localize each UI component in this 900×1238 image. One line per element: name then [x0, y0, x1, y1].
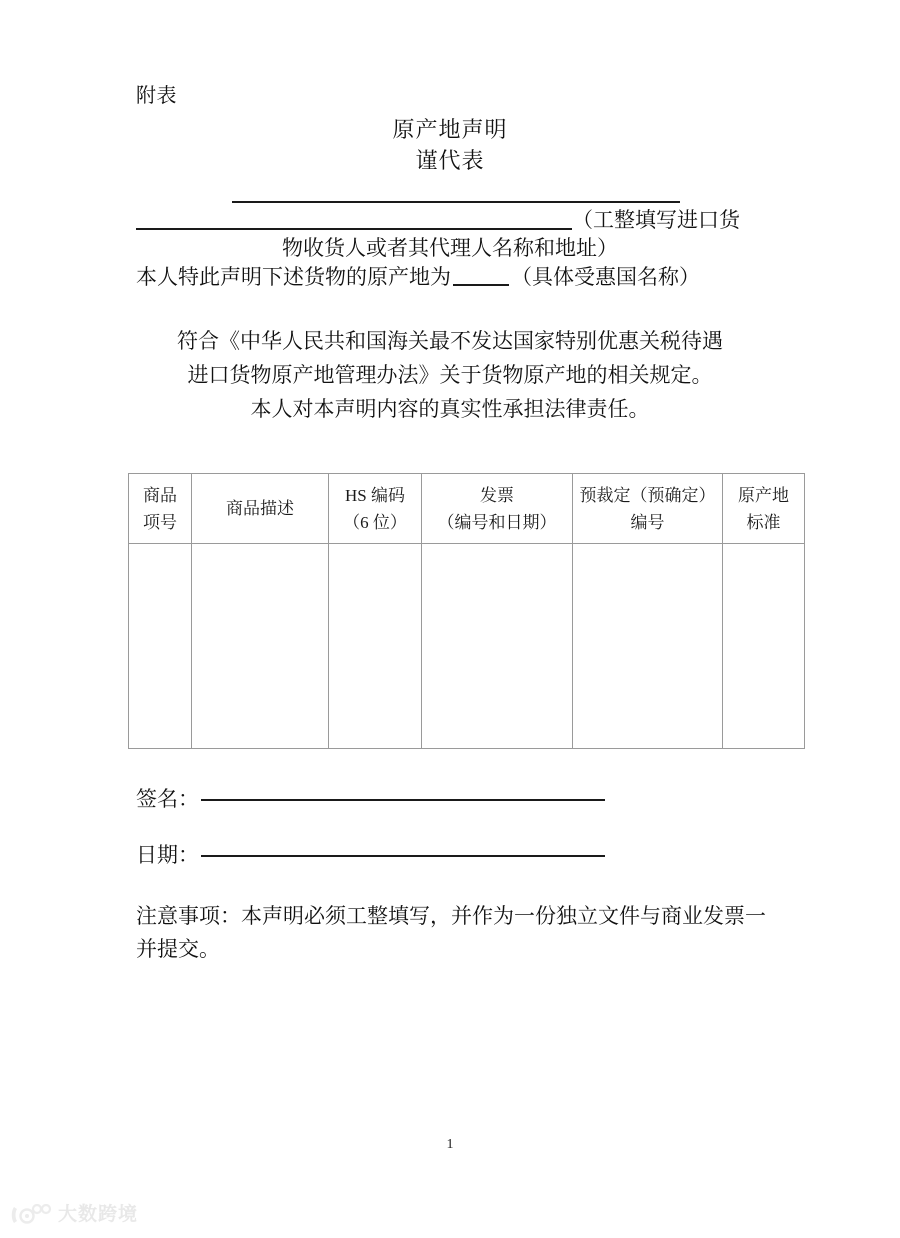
watermark — [10, 1204, 138, 1226]
cell-origin-criterion[interactable] — [723, 544, 805, 749]
table-row — [129, 544, 805, 749]
page-title: 原产地声明 — [392, 117, 508, 142]
header-line-2: 编号 — [630, 512, 665, 532]
brand-logo-icon — [10, 1204, 52, 1226]
legal-statement-line-3: 本人对本声明内容的真实性承担法律责任。 — [250, 398, 650, 421]
header-line-2: （6 位） — [343, 512, 407, 532]
legal-statement-line-2: 进口货物原产地管理办法》关于货物原产地的相关规定。 — [187, 364, 713, 387]
table-header-item-number — [129, 474, 192, 544]
declarant-blank-line-2[interactable] — [136, 228, 572, 230]
header-line-1: HS 编码 — [345, 485, 405, 505]
signature-field-row — [136, 785, 605, 815]
origin-declaration-prefix: 本人特此声明下述货物的原产地为 — [136, 266, 451, 289]
legal-statement-line-1: 符合《中华人民共和国海关最不发达国家特别优惠关税待遇 — [177, 330, 723, 353]
legal-statement-paragraph — [136, 325, 764, 427]
page-subtitle: 谨代表 — [415, 148, 485, 173]
header-line-1: 商品 — [143, 485, 177, 505]
header-line-2: （编号和日期） — [437, 512, 557, 532]
cell-advance-ruling-number[interactable] — [573, 544, 723, 749]
cell-hs-code[interactable] — [329, 544, 422, 749]
consignee-note-wrap: 物收货人或者其代理人名称和地址） — [282, 237, 618, 260]
header-line-1: 商品描述 — [226, 499, 294, 518]
date-input[interactable] — [201, 855, 605, 857]
date-label: 日期： — [136, 844, 199, 867]
header-line-2: 标准 — [746, 512, 781, 532]
goods-table — [128, 473, 805, 749]
header-line-1: 原产地 — [738, 485, 789, 505]
table-header-row — [129, 474, 805, 544]
attachment-label: 附表 — [136, 85, 177, 107]
origin-declaration-suffix: （具体受惠国名称） — [511, 266, 700, 289]
table-header-invoice — [422, 474, 573, 544]
date-field-row — [136, 841, 605, 871]
origin-declaration-line — [136, 263, 700, 293]
page-number: 1 — [446, 1137, 454, 1152]
table-header-advance-ruling-number — [573, 474, 723, 544]
table-header-origin-criterion — [723, 474, 805, 544]
notice-text: 注意事项：本声明必须工整填写，并作为一份独立文件与商业发票一并提交。 — [136, 905, 766, 961]
table-header-goods-description — [192, 474, 329, 544]
declarant-blank-line-1[interactable] — [232, 201, 680, 203]
consignee-note-inline: （工整填写进口货 — [572, 209, 740, 232]
beneficiary-country-blank[interactable] — [453, 284, 509, 286]
cell-item-number[interactable] — [129, 544, 192, 749]
cell-goods-description[interactable] — [192, 544, 329, 749]
signature-label: 签名： — [136, 788, 199, 811]
cell-invoice[interactable] — [422, 544, 573, 749]
header-line-1: 发票 — [480, 485, 514, 505]
watermark-text: 大数跨境 — [58, 1204, 139, 1225]
table-header-hs-code — [329, 474, 422, 544]
header-line-2: 项号 — [143, 512, 177, 532]
header-line-1: 预裁定（预确定） — [579, 485, 716, 505]
signature-input[interactable] — [201, 799, 605, 801]
